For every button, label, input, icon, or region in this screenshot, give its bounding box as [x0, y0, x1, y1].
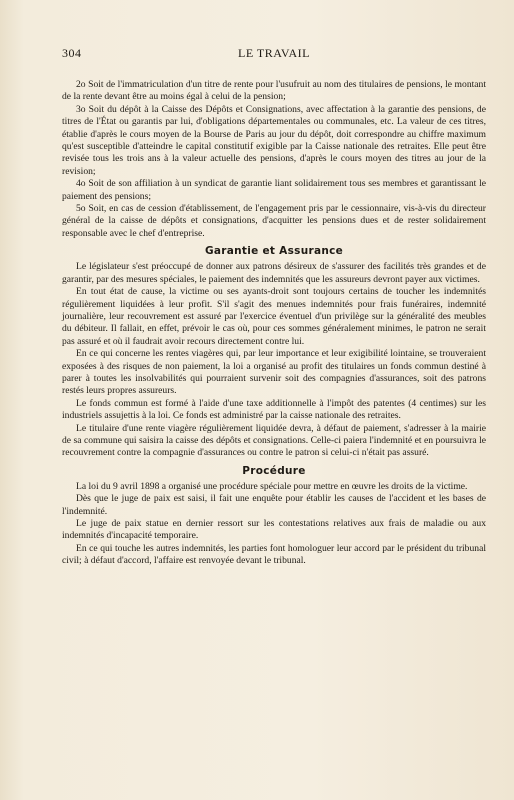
body-paragraph: La loi du 9 avril 1898 a organisé une procédure spéciale pour mettre en œuvre les droits de la victime.	[76, 480, 468, 492]
body-paragraph: En tout état de cause, la victime ou ses ayants-droit sont toujours certains de toucher les indemnités régulièrement liquidées à leur profit. S'il s'agit des menues indemnités pour frais funéraires, indemnité journalière, leur recouvrement est assuré par l'exercice éventuel d'un privilège sur la généralité des meubles du débiteur. Il fallait, en effet, prévoir le cas où, pour ces sommes généralement minimes, le patron ne serait pas assuré et où il faudrait avoir recours directement contre lui.	[62, 286, 486, 347]
body-paragraph: Le juge de paix statue en dernier ressort sur les contestations relatives aux frais de maladie ou aux indemnités d'incapacité temporaire.	[62, 518, 486, 542]
body-paragraph: Le titulaire d'une rente viagère régulièrement liquidée devra, à défaut de paiement, s'adresser à la mairie de sa commune qui saisira la caisse des dépôts et consignations. Celle-ci paiera l'indemnité et en poursuivra le recouvrement contre la compagnie d'assurances ou contre le patron si celui-ci n'était pas assuré.	[62, 422, 486, 459]
body-paragraph: Le fonds commun est formé à l'aide d'une taxe additionnelle à l'impôt des patentes (4 centimes) sur les industriels assujettis à la loi. Ce fonds est administré par la caisse nationale des retraites.	[62, 397, 486, 422]
section-heading-garantie: Garantie et Assurance	[204, 245, 344, 258]
list-paragraph: 4o Soit de son affiliation à un syndicat de garantie liant solidairement tous ses membres et garantissant le paiement des pensions;	[62, 178, 486, 202]
body-paragraph: Dès que le juge de paix est saisi, il fait une enquête pour établir les causes de l'accident et les bases de l'indemnité.	[62, 493, 486, 517]
page-header	[62, 46, 486, 61]
list-paragraph: 5o Soit, en cas de cession d'établissement, de l'engagement pris par le cessionnaire, vis-à-vis du directeur général de la caisse de dépôts et consignations, d'acquitter les pensions dues et de rester solidairement responsable avec le chef d'entreprise.	[62, 203, 486, 239]
page-number: 304	[62, 46, 82, 60]
section-garantie-body	[62, 261, 486, 460]
body-paragraph: En ce qui touche les autres indemnités, les parties font homologuer leur accord par le président du tribunal civil; à défaut d'accord, l'affaire est renvoyée devant le tribunal.	[62, 542, 486, 567]
list-paragraph: 3o Soit du dépôt à la Caisse des Dépôts et Consignations, avec affectation à la garantie des pensions, de titres de l'État ou garantis par lui, d'obligations départementales ou communales, etc. La valeur de ces titres, établie d'après le cours moyen de la Bourse de Paris au jour du dépôt, doit correspondre au chiffre maximum qu'est susceptible d'atteindre le capital constitutif exigible par la Caisse nationale des retraites. Elle peut être revisée tous les trois ans à la valeur actuelle des pensions, d'après le cours moyen des titres au jour de la revision;	[62, 103, 486, 177]
body-paragraph: En ce qui concerne les rentes viagères qui, par leur importance et leur exigibilité lointaine, se trouveraient exposées à des risques de non paiement, la loi a organisé au profit des titulaires un fonds commun destiné à parer à toutes les insolvabilités qui pourraient survenir soit des compagnies d'assurances, soit des patrons restés leurs propres assureurs.	[62, 348, 486, 397]
running-title: LE TRAVAIL	[237, 46, 310, 60]
section-heading-procedure: Procédure	[242, 464, 306, 477]
enumerated-list	[62, 79, 486, 240]
body-paragraph: Le législateur s'est préoccupé de donner aux patrons désireux de s'assurer des facilités très grandes et de garantir, par des mesures spéciales, le paiement des indemnités que les assureurs devront payer aux victimes.	[62, 261, 486, 285]
section-procedure-body	[62, 481, 486, 568]
list-paragraph: 2o Soit de l'immatriculation d'un titre de rente pour l'usufruit au nom des titulaires de pensions, le montant de la rente devant être au moins égal à celui de la pension;	[62, 79, 486, 103]
